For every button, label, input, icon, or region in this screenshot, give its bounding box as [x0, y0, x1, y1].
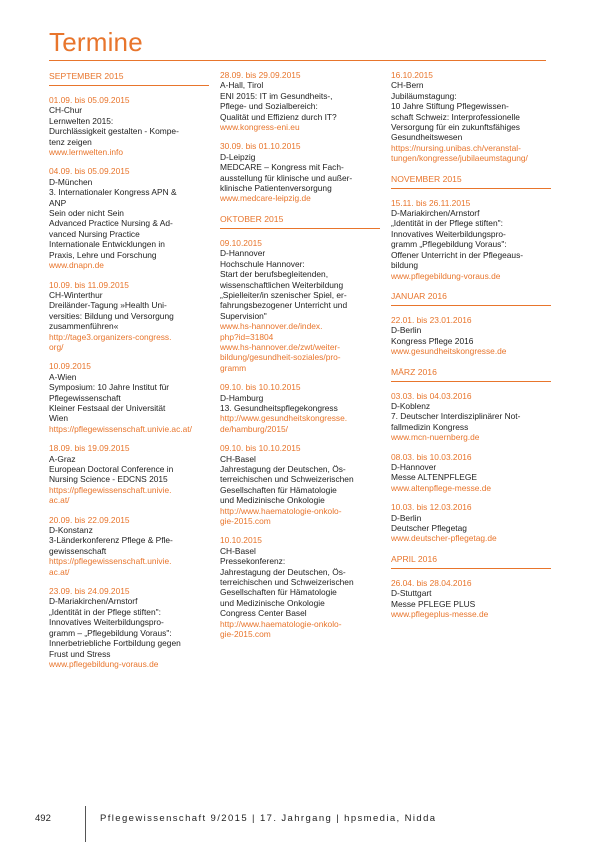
- event-link[interactable]: gramm: [220, 362, 247, 373]
- event-text: D-Mariakirchen/Arnstorf: [49, 596, 138, 607]
- event-date: 08.03. bis 10.03.2016: [391, 451, 472, 462]
- month-section: [220, 213, 380, 640]
- event-entry: [49, 95, 209, 157]
- event-text: D-Mariakirchen/Arnstorf: [391, 208, 480, 219]
- event-text: vanced Nursing Practice: [49, 228, 140, 239]
- event-link[interactable]: http://www.gesundheitskongresse.: [220, 413, 348, 424]
- event-date: 09.10. bis 10.10.2015: [220, 443, 301, 454]
- event-text: fallmedizin Kongress: [391, 421, 469, 432]
- event-text: Durchlässigkeit gestalten - Kompe-: [49, 126, 179, 137]
- event-entry: [391, 198, 551, 281]
- event-entry: [220, 70, 380, 132]
- month-rule: [391, 568, 551, 569]
- event-date: 23.09. bis 24.09.2015: [49, 586, 130, 597]
- event-date: 09.10. bis 10.10.2015: [220, 382, 301, 393]
- event-date: 04.09. bis 05.09.2015: [49, 166, 130, 177]
- event-text: Gesellschaften für Hämatologie: [220, 587, 337, 598]
- event-text: D-Konstanz: [49, 525, 93, 536]
- page-number: 492: [35, 813, 51, 824]
- column-3: [391, 70, 551, 628]
- event-text: Versorgung für ein zukunftsfähiges: [391, 122, 520, 133]
- event-text: 10 Jahre Stiftung Pflegewissen-: [391, 101, 509, 112]
- event-text: Deutscher Pflegetag: [391, 523, 467, 533]
- month-heading: SEPTEMBER 2015: [49, 71, 124, 81]
- event-text: terreichischen und Schweizerischen: [220, 577, 354, 588]
- event-link[interactable]: de/hamburg/2015/: [220, 423, 288, 434]
- event-text: Innovatives Weiterbildungspro-: [49, 617, 164, 628]
- event-text: CH-Basel: [220, 545, 256, 556]
- event-text: klinische Patientenversorgung: [220, 183, 332, 194]
- event-text: D-Hannover: [220, 248, 266, 259]
- event-link[interactable]: https://pflegewissenschaft.univie.: [49, 556, 172, 567]
- event-date: 03.03. bis 04.03.2016: [391, 390, 472, 401]
- event-link[interactable]: www.hs-hannover.de/zwt/weiter-: [220, 341, 341, 352]
- event-link[interactable]: ac.at/: [49, 566, 70, 577]
- event-text: schaft Schweiz: Interprofessionelle: [391, 111, 520, 122]
- event-link[interactable]: www.lernwelten.info: [49, 147, 124, 158]
- event-text: A-Graz: [49, 453, 76, 464]
- event-entry: [220, 141, 380, 203]
- month-rule: [391, 305, 551, 306]
- footer-text: Pflegewissenschaft 9/2015 | 17. Jahrgang | hpsmedia, Nidda: [100, 813, 437, 824]
- event-entry: [220, 238, 380, 373]
- month-heading: JANUAR 2016: [391, 290, 447, 301]
- event-text: Innerbetriebliche Fortbildung gegen: [49, 638, 181, 649]
- event-text: und Medizinische Onkologie: [220, 597, 325, 608]
- event-text: Offener Unterricht in der Pflegeaus-: [391, 249, 524, 260]
- event-link[interactable]: http://www.haematologie-onkolo-: [220, 505, 342, 516]
- event-text: gewissenschaft: [49, 545, 107, 556]
- event-text: Wien: [49, 413, 69, 424]
- event-link[interactable]: http://tage3.organizers-congress.: [49, 331, 172, 342]
- month-section: [391, 553, 551, 620]
- event-text: 7. Deutscher Interdisziplinärer Not-: [391, 411, 521, 422]
- event-entry: [391, 578, 551, 620]
- event-text: A-Hall, Tirol: [220, 80, 264, 91]
- event-date: 10.10.2015: [220, 535, 262, 546]
- month-section: [391, 290, 551, 357]
- event-text: Jahrestagung der Deutschen, Ös-: [220, 464, 346, 474]
- event-text: D-Leipzig: [220, 151, 256, 162]
- event-link[interactable]: www.hs-hannover.de/index.: [220, 321, 323, 332]
- month-section: [220, 70, 380, 204]
- event-text: Praxis, Lehre und Forschung: [49, 249, 157, 260]
- month-heading: OKTOBER 2015: [220, 213, 284, 224]
- event-text: ausstellung für klinische und außer-: [220, 172, 353, 183]
- event-text: wissenschaftlichen Weiterbildung: [220, 279, 344, 290]
- column-1: [49, 70, 209, 678]
- event-text: D-Berlin: [391, 325, 422, 336]
- event-text: ANP: [49, 197, 67, 208]
- event-link[interactable]: org/: [49, 341, 64, 352]
- event-text: „Identität in der Pflege stiften":: [49, 606, 161, 617]
- event-entry: [220, 443, 380, 526]
- event-link[interactable]: gie-2015.com: [220, 516, 271, 527]
- event-text: CH-Winterthur: [49, 289, 103, 300]
- event-date: 20.09. bis 22.09.2015: [49, 514, 130, 525]
- event-text: 3. Internationaler Kongress APN &: [49, 187, 177, 198]
- event-text: CH-Chur: [49, 105, 83, 116]
- event-text: gramm „Pflegebildung Voraus":: [391, 239, 507, 250]
- event-text: D-München: [49, 176, 93, 187]
- month-rule: [391, 381, 551, 382]
- month-section: [391, 366, 551, 544]
- event-text: D-Hannover: [391, 461, 437, 472]
- event-link[interactable]: tungen/kongresse/jubilaeumstagung/: [391, 153, 528, 164]
- month-rule: [49, 85, 209, 86]
- event-link[interactable]: www.pflegebildung-voraus.de: [49, 658, 159, 669]
- event-date: 10.09.2015: [49, 361, 91, 372]
- footer-divider: [85, 806, 86, 842]
- event-text: zusammenführen«: [49, 321, 119, 332]
- event-text: Kleiner Festsaal der Universität: [49, 402, 166, 413]
- event-date: 26.04. bis 28.04.2016: [391, 577, 472, 588]
- event-entry: [220, 382, 380, 434]
- event-text: Kongress Pflege 2016: [391, 335, 474, 346]
- event-link[interactable]: www.kongress-eni.eu: [220, 122, 300, 133]
- event-text: Messe ALTENPFLEGE: [391, 472, 477, 483]
- event-text: fahrungsbezogener Unterricht und: [220, 300, 348, 311]
- event-text: tenz zeigen: [49, 136, 92, 147]
- event-text: Pressekonferenz:: [220, 556, 286, 567]
- event-link[interactable]: gie-2015.com: [220, 629, 271, 640]
- event-text: „Identität in der Pflege stiften":: [391, 218, 503, 229]
- event-text: Jubiläumstagung:: [391, 90, 457, 101]
- event-entry: [391, 70, 551, 164]
- event-link[interactable]: www.pflegeplus-messe.de: [391, 609, 489, 620]
- month-heading: APRIL 2016: [391, 553, 438, 564]
- event-text: ENI 2015: IT im Gesundheits-,: [220, 90, 333, 101]
- month-heading: MÄRZ 2016: [391, 366, 437, 377]
- event-entry: [391, 391, 551, 443]
- event-date: 15.11. bis 26.11.2015: [391, 197, 471, 208]
- event-text: Messe PFLEGE PLUS: [391, 598, 476, 609]
- page-title: Termine: [49, 27, 143, 57]
- event-text: Lernwelten 2015:: [49, 115, 114, 126]
- event-text: 13. Gesundheitspflegekongress: [220, 402, 338, 413]
- event-date: 10.09. bis 11.09.2015: [49, 279, 129, 290]
- event-link[interactable]: ac.at/: [49, 495, 70, 506]
- event-text: Pflegewissenschaft: [49, 392, 121, 403]
- event-text: „Spielleiter/in szenischer Spiel, er-: [220, 289, 347, 300]
- event-text: versities: Bildung und Versorgung: [49, 310, 174, 321]
- event-link[interactable]: www.pflegebildung-voraus.de: [391, 270, 501, 281]
- event-text: Start der berufsbegleitenden,: [220, 269, 329, 280]
- event-text: 3-Länderkonferenz Pflege & Pfle-: [49, 535, 173, 546]
- event-text: D-Koblenz: [391, 400, 431, 411]
- event-text: D-Hamburg: [220, 392, 264, 403]
- event-link[interactable]: www.altenpflege-messe.de: [391, 482, 492, 493]
- event-date: 09.10.2015: [220, 237, 262, 248]
- event-text: CH-Basel: [220, 453, 256, 464]
- month-heading: NOVEMBER 2015: [391, 173, 462, 184]
- event-entry: [391, 452, 551, 494]
- event-text: Dreiländer-Tagung »Health Uni-: [49, 300, 167, 311]
- event-entry: [49, 280, 209, 353]
- event-entry: [391, 315, 551, 357]
- title-rule: [49, 60, 546, 61]
- event-text: Gesundheitswesen: [391, 132, 463, 143]
- event-text: Supervision": [220, 310, 267, 321]
- event-date: 28.09. bis 29.09.2015: [220, 70, 301, 80]
- event-link[interactable]: www.deutscher-pflegetag.de: [391, 533, 497, 544]
- event-link[interactable]: https://pflegewissenschaft.univie.: [49, 484, 172, 495]
- event-entry: [391, 502, 551, 544]
- event-link[interactable]: www.medcare-leipzig.de: [220, 193, 311, 204]
- event-text: bildung: [391, 260, 419, 271]
- month-rule: [220, 228, 380, 229]
- event-date: 16.10.2015: [391, 70, 433, 80]
- event-link[interactable]: http://www.haematologie-onkolo-: [220, 618, 342, 629]
- event-text: European Doctoral Conference in: [49, 464, 174, 474]
- column-2: [220, 70, 380, 649]
- event-entry: [49, 166, 209, 270]
- event-text: und Medizinische Onkologie: [220, 495, 325, 506]
- event-text: Jahrestagung der Deutschen, Ös-: [220, 566, 346, 577]
- event-text: Qualität und Effizienz durch IT?: [220, 111, 337, 122]
- event-date: 22.01. bis 23.01.2016: [391, 314, 472, 325]
- event-entry: [220, 535, 380, 639]
- event-text: Congress Center Basel: [220, 608, 307, 619]
- event-text: Gesellschaften für Hämatologie: [220, 484, 337, 495]
- event-date: 18.09. bis 19.09.2015: [49, 443, 130, 454]
- event-text: Frust und Stress: [49, 648, 111, 659]
- event-text: D-Stuttgart: [391, 588, 432, 599]
- event-link[interactable]: www.mcn-nuernberg.de: [391, 432, 480, 443]
- month-section: [49, 70, 209, 669]
- event-link[interactable]: php?id=31804: [220, 331, 274, 342]
- event-text: MEDCARE – Kongress mit Fach-: [220, 162, 344, 173]
- event-text: Nursing Science - EDCNS 2015: [49, 474, 168, 485]
- event-date: 01.09. bis 05.09.2015: [49, 95, 130, 105]
- event-text: D-Berlin: [391, 512, 422, 523]
- event-text: Pflege- und Sozialbereich:: [220, 101, 318, 112]
- event-text: CH-Bern: [391, 80, 424, 91]
- event-link[interactable]: www.gesundheitskongresse.de: [391, 346, 507, 357]
- event-entry: [49, 443, 209, 505]
- event-text: terreichischen und Schweizerischen: [220, 474, 354, 485]
- event-text: A-Wien: [49, 371, 77, 382]
- event-text: Advanced Practice Nursing & Ad-: [49, 218, 173, 229]
- month-rule: [391, 188, 551, 189]
- event-link[interactable]: bildung/gesundheit-soziales/pro-: [220, 352, 341, 363]
- event-entry: [49, 361, 209, 434]
- event-link[interactable]: www.dnapn.de: [49, 260, 104, 271]
- event-text: Hochschule Hannover:: [220, 258, 305, 269]
- event-entry: [49, 515, 209, 577]
- month-section: [391, 70, 551, 164]
- event-link[interactable]: https://pflegewissenschaft.univie.ac.at/: [49, 423, 192, 434]
- event-link[interactable]: https://nursing.unibas.ch/veranstal-: [391, 142, 521, 153]
- event-date: 10.03. bis 12.03.2016: [391, 502, 472, 513]
- event-text: gramm – „Pflegebildung Voraus":: [49, 627, 172, 638]
- event-text: Innovatives Weiterbildungspro-: [391, 228, 506, 239]
- month-section: [391, 173, 551, 281]
- event-text: Sein oder nicht Sein: [49, 208, 124, 219]
- event-text: Symposium: 10 Jahre Institut für: [49, 382, 170, 393]
- event-date: 30.09. bis 01.10.2015: [220, 141, 301, 152]
- event-text: Internationale Entwicklungen in: [49, 239, 165, 250]
- event-entry: [49, 586, 209, 669]
